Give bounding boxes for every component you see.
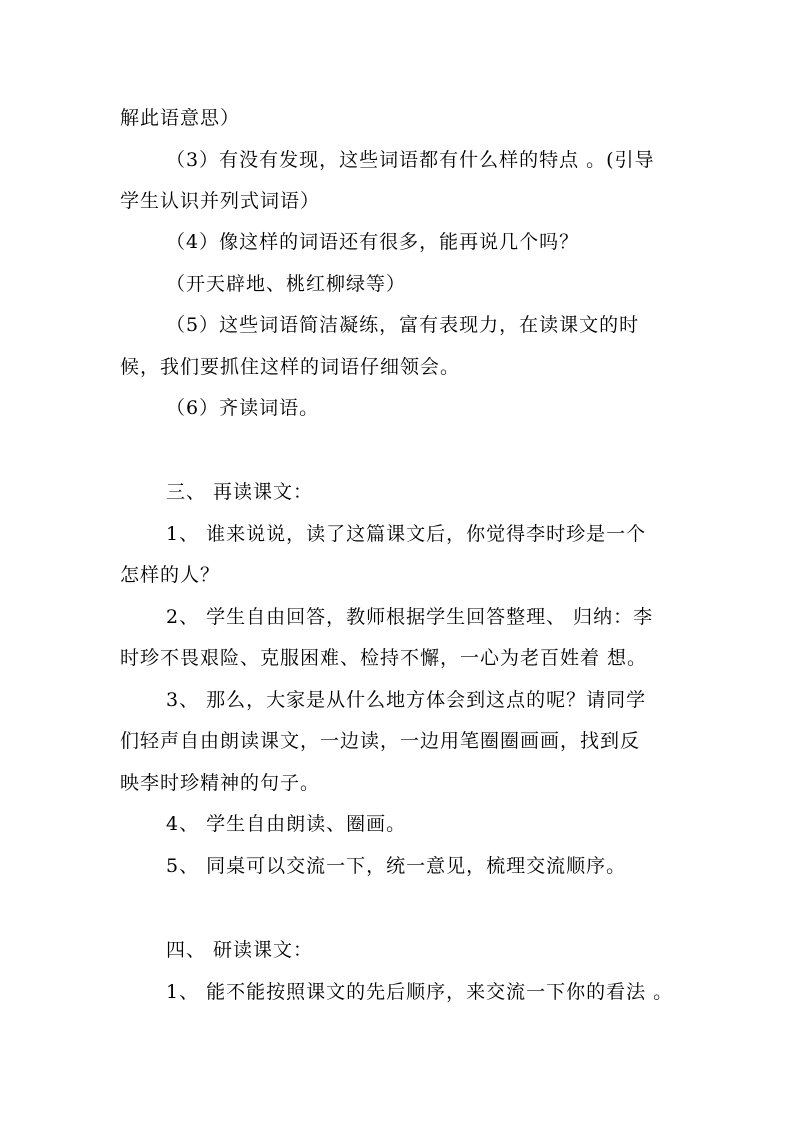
text-line: 4、 学生自由朗读、圈画。 bbox=[166, 813, 407, 835]
text-line: 1、 能不能按照课文的先后顺序，来交流一下你的看法 。 bbox=[166, 981, 674, 1003]
text-line: 5、 同桌可以交流一下，统一意见，梳理交流顺序。 bbox=[166, 855, 627, 877]
text-line: （开天辟地、桃红柳绿等） bbox=[166, 273, 407, 295]
text-line: （5）这些词语简洁凝练，富有表现力，在读课文的时 bbox=[166, 314, 640, 336]
text-line: 学生认识并列式词语） bbox=[120, 190, 321, 212]
text-line: 解此语意思） bbox=[120, 107, 241, 129]
text-line: 3、 那么，大家是从什么地方体会到这点的呢？请同学 bbox=[166, 689, 647, 711]
text-line: 候，我们要抓住这样的词语仔细领会。 bbox=[120, 356, 461, 378]
section-heading: 三、 再读课文： bbox=[166, 481, 314, 503]
text-line: 们轻声自由朗读课文，一边读，一边用笔圈圈画画，找到反 bbox=[120, 730, 641, 752]
text-line: 1、 谁来说说，读了这篇课文后，你觉得李时珍是一个 bbox=[166, 523, 647, 545]
text-line: 2、 学生自由回答，教师根据学生回答整理、 归纳：李 bbox=[166, 606, 654, 628]
text-line: 映李时珍精神的句子。 bbox=[120, 772, 321, 794]
text-line: 时珍不畏艰险、克服困难、检持不懈，一心为老百姓着 想。 bbox=[120, 647, 648, 669]
section-heading: 四、 研读课文： bbox=[166, 939, 314, 961]
text-line: 怎样的人？ bbox=[120, 564, 221, 586]
text-line: （4）像这样的词语还有很多，能再说几个吗？ bbox=[166, 231, 580, 253]
text-line: （3）有没有发现，这些词语都有什么样的特点 。(引导 bbox=[166, 149, 655, 171]
text-line: （6）齐读词语。 bbox=[166, 397, 320, 419]
